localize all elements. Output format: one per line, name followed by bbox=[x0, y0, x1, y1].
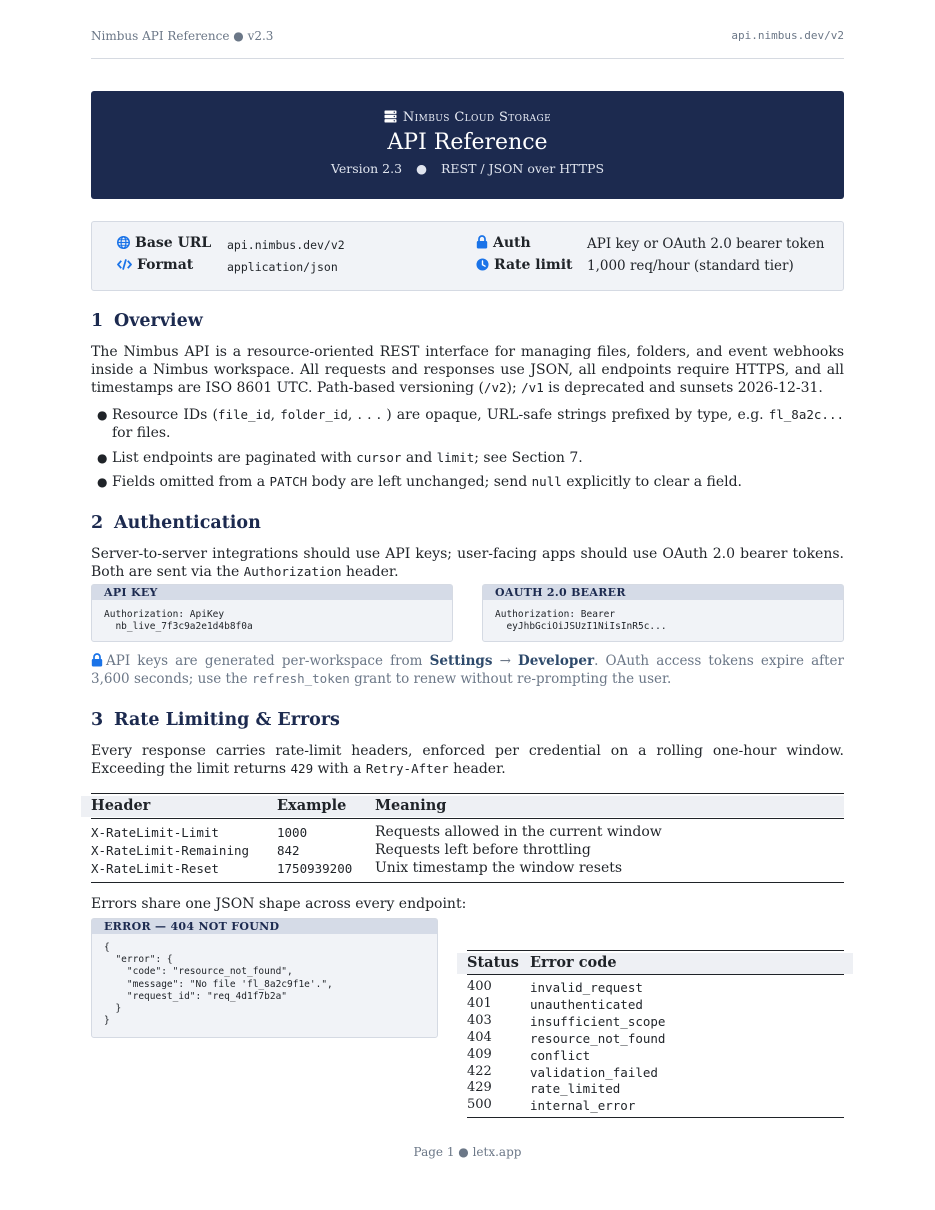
running-header-right: api.nimbus.dev/v2 bbox=[731, 29, 844, 42]
rate-limit-label: Rate limit bbox=[476, 257, 573, 273]
table-cell: Requests allowed in the current window bbox=[375, 824, 662, 840]
table-cell: 401 bbox=[467, 995, 492, 1011]
table-cell: unauthenticated bbox=[530, 996, 643, 1012]
format-label: Format bbox=[117, 257, 193, 273]
table-cell: 400 bbox=[467, 979, 492, 994]
table-cell: conflict bbox=[530, 1047, 591, 1063]
api-key-code: Authorization: ApiKey nb_live_7f3c9a2e1d4b8f0a bbox=[104, 609, 253, 633]
table-cell: 1750939200 bbox=[277, 861, 353, 876]
column-header: Example bbox=[277, 797, 347, 814]
running-header bbox=[91, 29, 844, 43]
overview-paragraph: The Nimbus API is a resource-oriented REST interface for managing files, folders, and event webhooks inside a Nimbus workspace. All requests and responses use JSON, all endpoints require HTTPS, and all timestamps are ISO 8601 UTC. Path-based versioning (/v2); /v1 is deprecated and sunsets 2026-12-31. bbox=[91, 344, 844, 396]
api-key-code-title: API KEY bbox=[92, 585, 452, 600]
authentication-paragraph: Server-to-server integrations should use API keys; user-facing apps should use OAuth 2.0 bearer tokens. Both are sent via the Authorization header. bbox=[91, 546, 844, 580]
column-header: Header bbox=[91, 797, 151, 814]
list-item: ● List endpoints are paginated with cursor and limit; see Section 7. bbox=[97, 450, 583, 466]
rate-limit-value: 1,000 req/hour (standard tier) bbox=[587, 258, 794, 274]
table-cell: invalid_request bbox=[530, 980, 643, 995]
section-heading-rate-limiting: 3 Rate Limiting & Errors bbox=[91, 710, 340, 730]
table-cell: Requests left before throttling bbox=[375, 842, 591, 858]
banner-org bbox=[91, 110, 844, 125]
table-cell: 422 bbox=[467, 1063, 492, 1079]
error-example-title: ERROR — 404 NOT FOUND bbox=[92, 919, 437, 934]
title-banner bbox=[91, 91, 844, 199]
oauth-code-title: OAUTH 2.0 BEARER bbox=[483, 585, 843, 600]
banner-org-name: Nimbus Cloud Storage bbox=[402, 110, 552, 125]
lock-icon bbox=[476, 235, 488, 249]
auth-note: API keys are generated per-workspace from Settings → Developer. OAuth access tokens expire after 3,600 seconds; use the refresh_token grant to renew without re-prompting the user. bbox=[91, 653, 844, 687]
error-example-code: { "error": { "code": "resource_not_found", "message": "No file 'fl_8a2c9f1e'.", "request_id": "req_4d1f7b2a" } } bbox=[104, 942, 333, 1027]
table-cell: resource_not_found bbox=[530, 1030, 666, 1046]
table-cell: X-RateLimit-Limit bbox=[91, 825, 219, 840]
table-cell: internal_error bbox=[530, 1098, 636, 1114]
column-header: Meaning bbox=[375, 797, 447, 814]
api-key-code-block bbox=[91, 584, 453, 642]
server-icon bbox=[384, 110, 397, 123]
oauth-code: Authorization: Bearer eyJhbGciOiJSUzI1NiIsInR5c... bbox=[495, 609, 667, 633]
table-cell: validation_failed bbox=[530, 1064, 658, 1080]
auth-label: Auth bbox=[476, 235, 531, 251]
format-value: application/json bbox=[227, 260, 338, 274]
table-cell: 409 bbox=[467, 1046, 492, 1062]
base-url-value: api.nimbus.dev/v2 bbox=[227, 238, 345, 252]
table-cell: X-RateLimit-Reset bbox=[91, 861, 219, 876]
error-example-code-block bbox=[91, 918, 438, 1038]
errors-intro: Errors share one JSON shape across every endpoint: bbox=[91, 896, 467, 912]
table-cell: Unix timestamp the window resets bbox=[375, 860, 623, 876]
banner-version: Version 2.3 bbox=[330, 161, 403, 176]
section-heading-overview: 1 Overview bbox=[91, 311, 203, 331]
page-footer: Page 1 ● letx.app bbox=[413, 1145, 522, 1159]
list-item: ● Resource IDs (file_id, folder_id, . . . ) are opaque, URL-safe strings prefixed by type, e.g. fl_8a2c... for files. bbox=[97, 407, 844, 441]
auth-value: API key or OAuth 2.0 bearer token bbox=[587, 236, 825, 252]
banner-transport: REST / JSON over HTTPS bbox=[440, 161, 605, 176]
table-header-row bbox=[81, 796, 844, 817]
info-panel bbox=[91, 221, 844, 291]
table-cell: X-RateLimit-Remaining bbox=[91, 843, 250, 858]
table-cell: rate_limited bbox=[530, 1081, 621, 1097]
code-icon bbox=[117, 258, 132, 271]
table-cell: 429 bbox=[467, 1080, 492, 1096]
oauth-code-block bbox=[482, 584, 844, 642]
banner-subtitle bbox=[91, 161, 844, 176]
globe-icon bbox=[117, 236, 130, 249]
base-url-label: Base URL bbox=[117, 235, 211, 251]
table-cell: 842 bbox=[277, 843, 300, 858]
banner-title: API Reference bbox=[387, 130, 548, 155]
table-cell: 500 bbox=[467, 1097, 492, 1113]
column-header: Status bbox=[467, 954, 519, 971]
table-cell: insufficient_scope bbox=[530, 1013, 666, 1029]
rate-limit-paragraph: Every response carries rate-limit headers, enforced per credential on a rolling one-hour window. Exceeding the limit returns 429 with a Retry-After header. bbox=[91, 743, 844, 777]
banner-separator: ● bbox=[416, 161, 427, 176]
table-cell: 404 bbox=[467, 1029, 492, 1045]
lock-icon bbox=[91, 653, 103, 667]
table-cell: 403 bbox=[467, 1012, 492, 1028]
clock-icon bbox=[476, 258, 489, 271]
table-cell: 1000 bbox=[277, 825, 308, 840]
column-header: Error code bbox=[530, 954, 617, 971]
section-heading-authentication: 2 Authentication bbox=[91, 513, 261, 533]
header-divider bbox=[91, 58, 844, 59]
list-item: ● Fields omitted from a PATCH body are left unchanged; send null explicitly to clear a field. bbox=[97, 474, 743, 490]
running-header-left: Nimbus API Reference ● v2.3 bbox=[91, 29, 274, 43]
